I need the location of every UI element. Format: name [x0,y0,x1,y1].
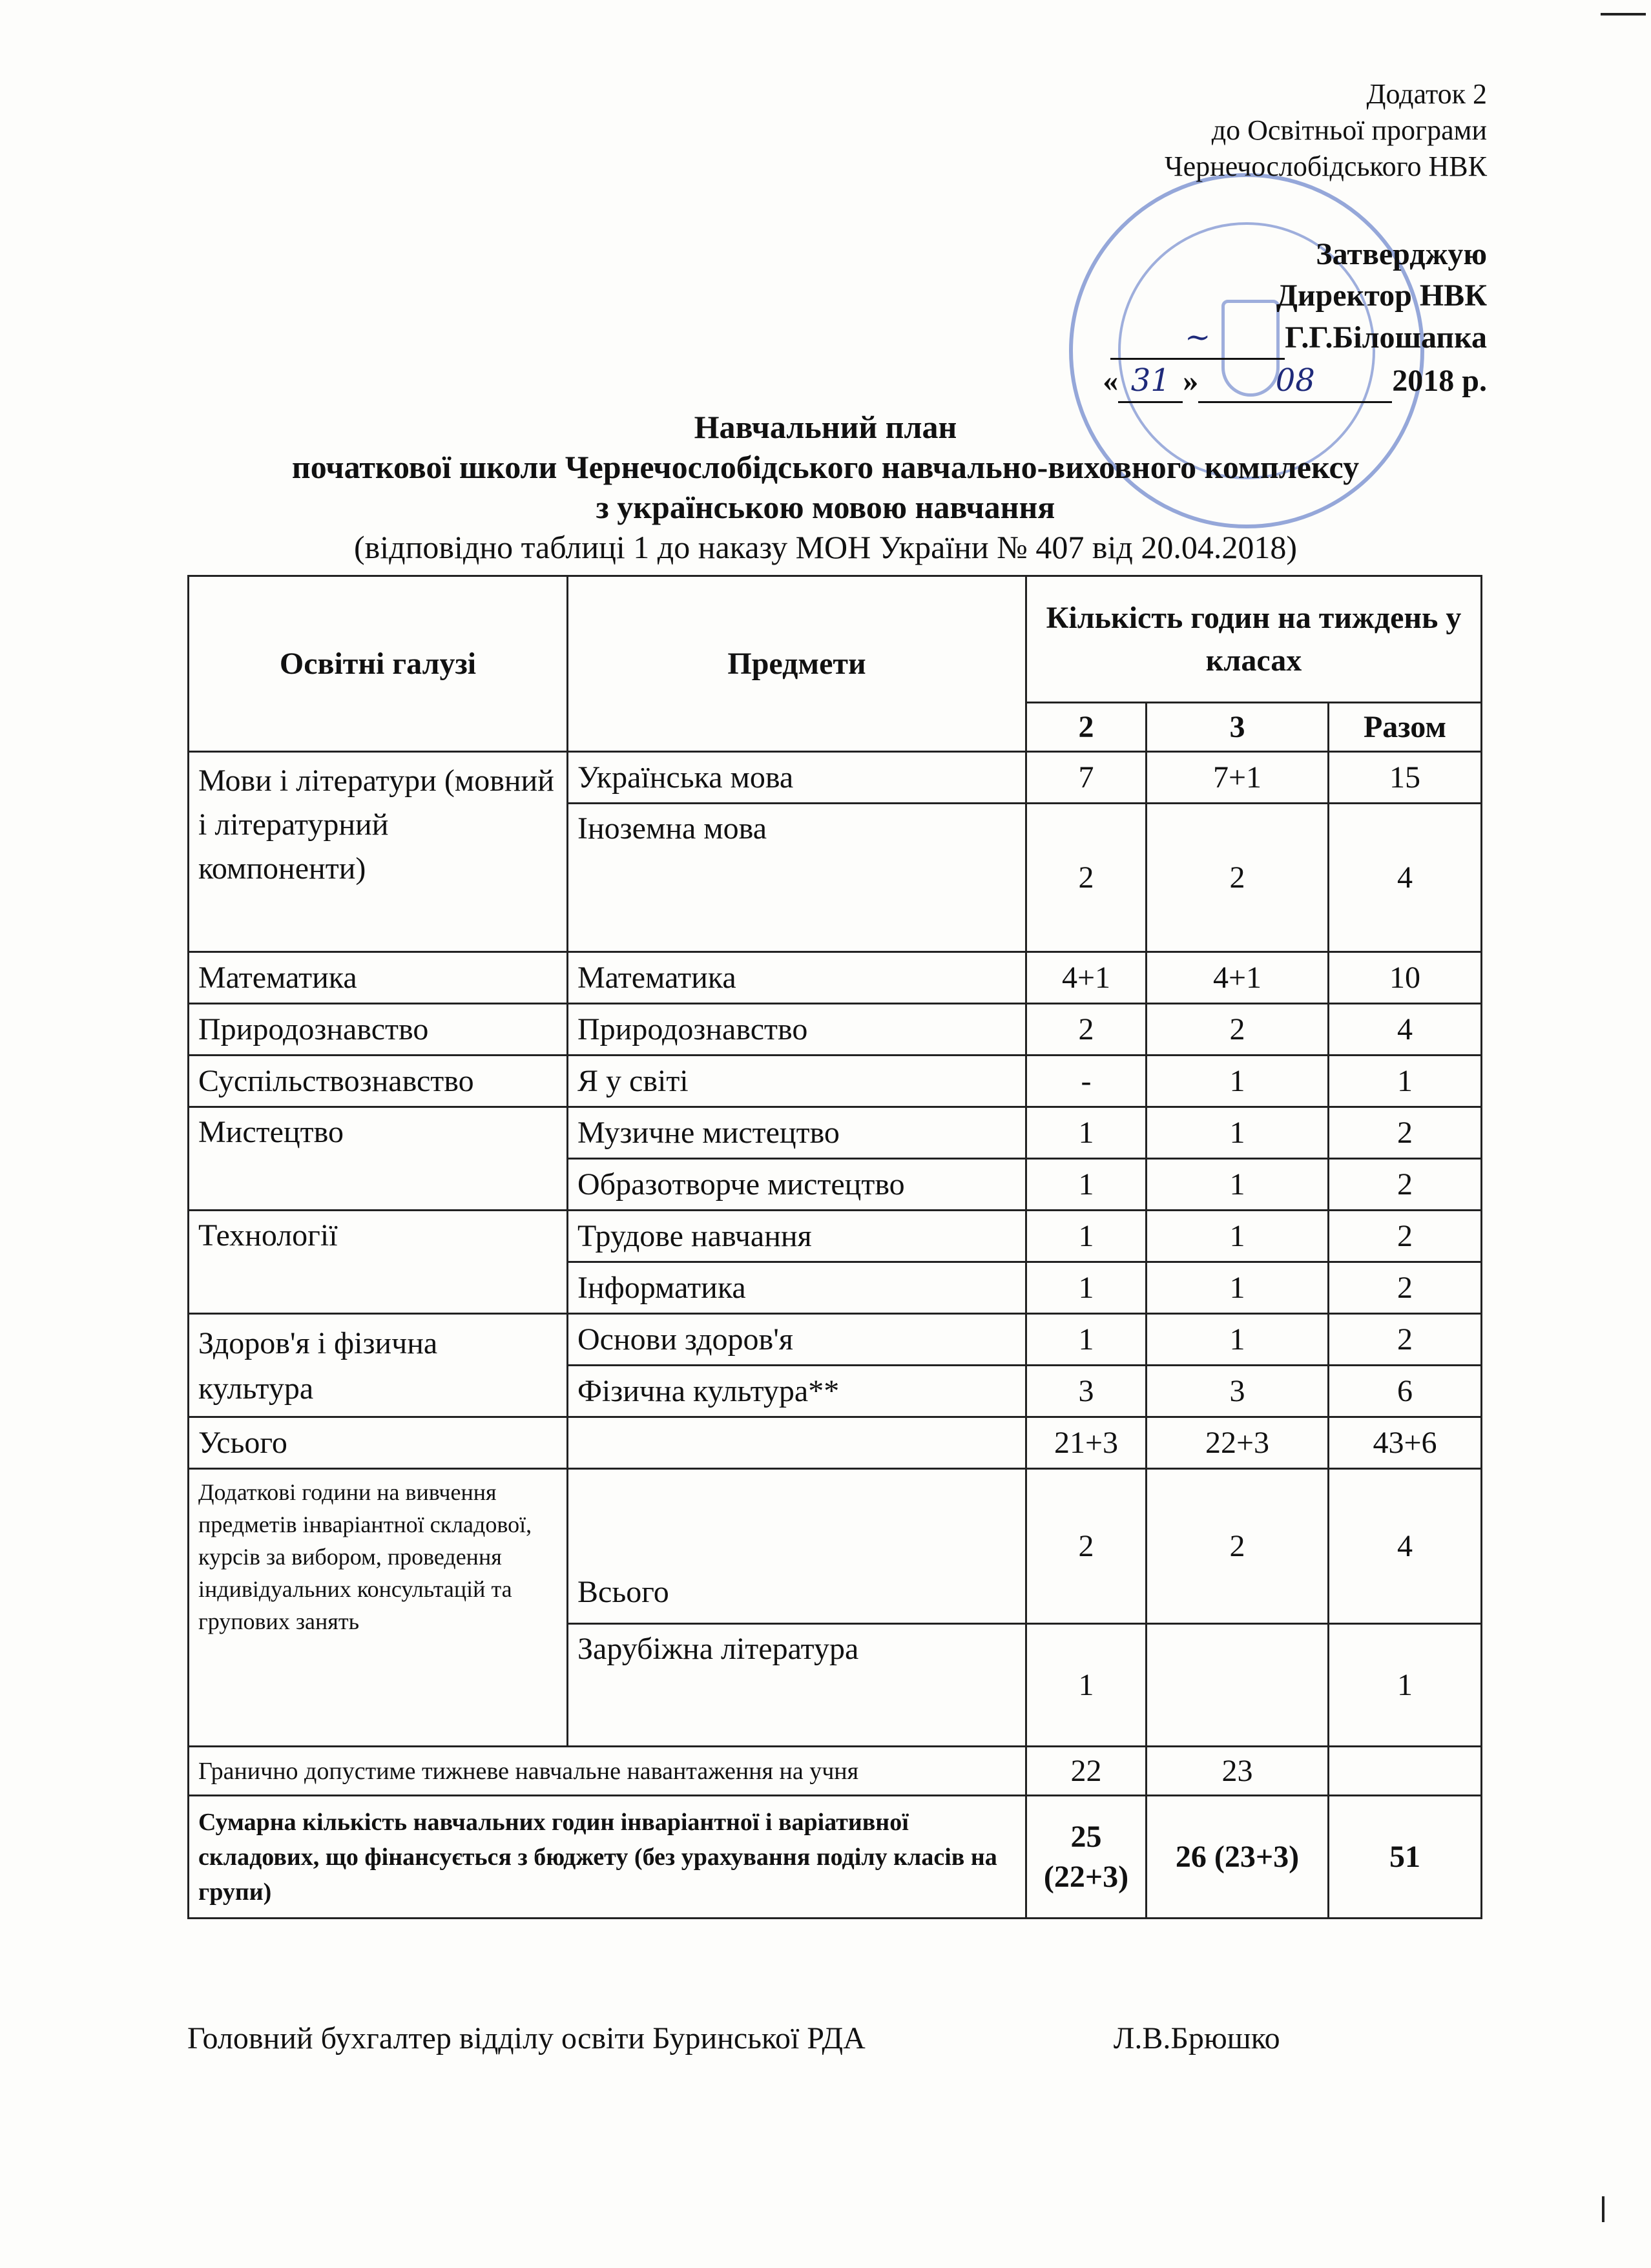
grade-3-cell: 1 [1147,1159,1329,1211]
subject-cell: Українська мова [568,752,1026,804]
area-technologies: Технології [189,1211,568,1314]
total-cell: 2 [1329,1107,1482,1159]
total-cell: 4 [1329,804,1482,952]
title-line-2: початкової школи Чернечослобідського навчально-виховного комплексу [291,449,1360,485]
grade-2-cell: 7 [1026,752,1147,804]
grade-2-cell: 2 [1026,1004,1147,1056]
director-signature: ~ [1110,317,1285,360]
area-math: Математика [189,952,568,1004]
date-quote-close: » [1183,364,1199,398]
grade-2-cell: 3 [1026,1366,1147,1417]
curriculum-table [187,575,1482,1919]
grade-3-cell: 7+1 [1147,752,1329,804]
grade-3-cell: 1 [1147,1056,1329,1107]
grade-2-cell: 1 [1026,1262,1147,1314]
total-cell: 10 [1329,952,1482,1004]
additional-hours-label: Додаткові години на вивчення предметів інваріантної складової, курсів за вибором, проведення індивідуальних консультацій та групових занять [189,1469,568,1747]
subject-cell: Природознавство [568,1004,1026,1056]
sum-label: Усього [189,1417,568,1469]
date-quote-open: « [1103,364,1119,398]
grade-3-cell: 1 [1147,1211,1329,1262]
table-row [189,1107,1482,1159]
table-row [189,1211,1482,1262]
area-social-science: Суспільствознавство [189,1056,568,1107]
grade-3-cell: 1 [1147,1262,1329,1314]
subject-cell: Іноземна мова [568,804,1026,952]
max-load-row [189,1747,1482,1796]
total-cell: 2 [1329,1159,1482,1211]
grade-3-cell: 2 [1147,804,1329,952]
header-hours: Кількість годин на тиждень у класах [1026,576,1482,703]
grade-2-cell: 1 [1026,1211,1147,1262]
area-arts: Мистецтво [189,1107,568,1211]
scan-mark [1602,2196,1604,2222]
date-day: 31 [1118,360,1183,403]
total-cell: 1 [1329,1624,1482,1747]
total-cell: 15 [1329,752,1482,804]
area-languages: Мови і літератури (мовний і літературний компоненти) [189,752,568,952]
total-cell: 4 [1329,1004,1482,1056]
approver-position: Директор НВК [1276,278,1487,313]
subject-cell: Музичне мистецтво [568,1107,1026,1159]
subject-cell: Інформатика [568,1262,1026,1314]
total-cell: 4 [1329,1469,1482,1624]
grade-3-cell: 3 [1147,1366,1329,1417]
area-natural-science: Природознавство [189,1004,568,1056]
sum-grade-2: 21+3 [1026,1417,1147,1469]
max-load-label: Гранично допустиме тижневе навчальне навантаження на учня [189,1747,1026,1796]
grade-2-cell: 1 [1026,1314,1147,1366]
total-cell: 2 [1329,1262,1482,1314]
total-cell: 2 [1329,1314,1482,1366]
subject-cell: Я у світі [568,1056,1026,1107]
grade-3-cell: 2 [1147,1469,1329,1624]
total-cell: 1 [1329,1056,1482,1107]
grade-2-cell: 1 [1026,1159,1147,1211]
max-load-total [1329,1747,1482,1796]
table-row [189,952,1482,1004]
subject-cell: Всього [568,1469,1026,1624]
annex-line-1: Додаток 2 [1366,78,1487,110]
subject-cell: Основи здоров'я [568,1314,1026,1366]
accountant-position: Головний бухгалтер відділу освіти Буринської РДА [187,2021,866,2055]
funded-total: 51 [1329,1796,1482,1919]
grade-2-cell: - [1026,1056,1147,1107]
area-health: Здоров'я і фізична культура [189,1314,568,1417]
grade-2-cell: 1 [1026,1107,1147,1159]
table-row [189,752,1482,804]
grade-2-cell: 1 [1026,1624,1147,1747]
approval-date [906,360,1487,403]
title-line-1: Навчальний план [694,409,957,445]
annex-note [906,76,1487,185]
max-load-grade-2: 22 [1026,1747,1147,1796]
funded-grade-3: 26 (23+3) [1147,1796,1329,1919]
max-load-grade-3: 23 [1147,1747,1329,1796]
funded-row [189,1796,1482,1919]
approver-name: Г.Г.Білошапка [1285,320,1487,355]
title-line-3: з українською мовою навчання [596,489,1055,525]
date-month: 08 [1198,360,1392,403]
header-grade-2: 2 [1026,703,1147,752]
sum-subject-empty [568,1417,1026,1469]
table-row [189,1056,1482,1107]
funded-label: Сумарна кількість навчальних годин інваріантної і варіативної складових, що фінансується з бюджету (без урахування поділу класів на групи) [189,1796,1026,1919]
additional-row [189,1469,1482,1624]
approval-block [906,234,1487,403]
sum-grade-3: 22+3 [1147,1417,1329,1469]
document-title [0,407,1651,567]
title-line-4: (відповідно таблиці 1 до наказу МОН України № 407 від 20.04.2018) [354,529,1297,565]
annex-line-3: Чернечослобідського НВК [1165,151,1487,182]
date-year: 2018 р. [1392,364,1487,398]
annex-line-2: до Освітньої програми [1211,114,1487,146]
grade-3-cell: 1 [1147,1314,1329,1366]
approve-heading: Затверджую [1316,237,1487,271]
grade-2-cell: 4+1 [1026,952,1147,1004]
accountant-name: Л.В.Брюшко [1113,2021,1280,2055]
scan-mark [1601,13,1646,16]
header-total: Разом [1329,703,1482,752]
sum-row [189,1417,1482,1469]
subject-cell: Образотворче мистецтво [568,1159,1026,1211]
subject-cell: Трудове навчання [568,1211,1026,1262]
header-grade-3: 3 [1147,703,1329,752]
total-cell: 2 [1329,1211,1482,1262]
subject-cell: Математика [568,952,1026,1004]
grade-2-cell: 2 [1026,804,1147,952]
grade-3-cell [1147,1624,1329,1747]
table-row [189,1004,1482,1056]
total-cell: 6 [1329,1366,1482,1417]
sum-total: 43+6 [1329,1417,1482,1469]
header-areas: Освітні галузі [189,576,568,752]
approver-signature-line [906,317,1487,360]
grade-2-cell: 2 [1026,1469,1147,1624]
footer-signature [187,2021,1280,2056]
grade-3-cell: 4+1 [1147,952,1329,1004]
table-row [189,1314,1482,1366]
funded-grade-2: 25 (22+3) [1026,1796,1147,1919]
grade-3-cell: 2 [1147,1004,1329,1056]
grade-3-cell: 1 [1147,1107,1329,1159]
subject-cell: Фізична культура** [568,1366,1026,1417]
header-subjects: Предмети [568,576,1026,752]
subject-cell: Зарубіжна література [568,1624,1026,1747]
table-header-row [189,576,1482,703]
